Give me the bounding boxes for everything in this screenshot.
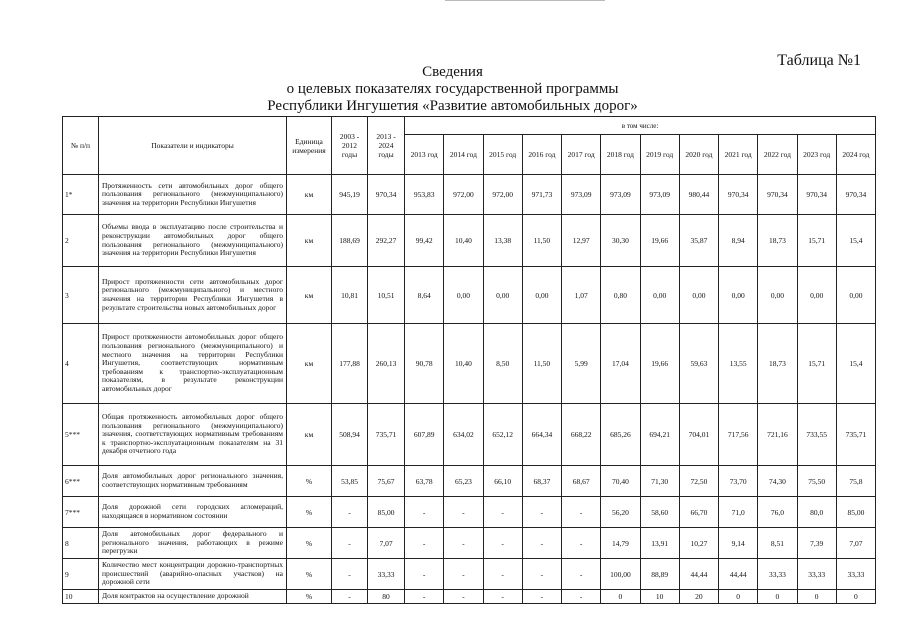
row-year-value: 0,00 <box>640 267 679 324</box>
row-indicator-name: Доля автомобильных дорог федерального и регионального значения, работающих в режиме перегрузки <box>99 528 287 559</box>
row-year-value: 13,91 <box>640 528 679 559</box>
row-year-value: 33,33 <box>836 559 875 590</box>
row-unit: км <box>287 215 332 267</box>
row-year-value: 8,51 <box>758 528 797 559</box>
row-year-value: - <box>522 528 561 559</box>
row-year-value: 99,42 <box>405 215 444 267</box>
row-year-value: 0,00 <box>483 267 522 324</box>
row-year-value: 11,50 <box>522 215 561 267</box>
row-year-value: 0 <box>719 590 758 604</box>
header-unit: Единица измерения <box>287 117 332 175</box>
row-year-value: 72,50 <box>679 466 718 497</box>
row-year-value: - <box>444 590 483 604</box>
row-unit: % <box>287 528 332 559</box>
row-year-value: 685,26 <box>601 404 640 466</box>
row-year-value: 717,56 <box>719 404 758 466</box>
row-year-value: 1,07 <box>562 267 601 324</box>
row-year-value: 735,71 <box>836 404 875 466</box>
row-year-value: 970,34 <box>797 175 836 215</box>
header-year: 2022 год <box>758 135 797 175</box>
header-year: 2019 год <box>640 135 679 175</box>
header-year: 2016 год <box>522 135 561 175</box>
row-year-value: - <box>405 528 444 559</box>
row-year-value: - <box>483 590 522 604</box>
row-number: 7*** <box>63 497 99 528</box>
row-number: 8 <box>63 528 99 559</box>
row-year-value: 15,71 <box>797 215 836 267</box>
row-unit: % <box>287 590 332 604</box>
row-indicator-name: Доля автомобильных дорог регионального значения, соответствующих нормативным требованиям <box>99 466 287 497</box>
header-year: 2013 год <box>405 135 444 175</box>
row-year-value: - <box>483 559 522 590</box>
row-year-value: 971,73 <box>522 175 561 215</box>
row-year-value: 652,12 <box>483 404 522 466</box>
row-year-value: 973,09 <box>601 175 640 215</box>
row-year-value: - <box>405 590 444 604</box>
row-year-value: 8,50 <box>483 324 522 404</box>
row-year-value: 9,14 <box>719 528 758 559</box>
row-year-value: 634,02 <box>444 404 483 466</box>
row-indicator-name: Прирост протяженности сети автомобильных дорог регионального (межмуниципального) и местного значения на территории Республики Ингушетия в результате строительства новых автомобильных дорог <box>99 267 287 324</box>
row-year-value: 10,27 <box>679 528 718 559</box>
header-period-2003-2012: 2003 - 2012 годы <box>332 117 368 175</box>
row-year-value: 59,63 <box>679 324 718 404</box>
row-year-value: 694,21 <box>640 404 679 466</box>
row-year-value: - <box>483 497 522 528</box>
row-year-value: - <box>562 559 601 590</box>
row-year-value: 13,55 <box>719 324 758 404</box>
row-year-value: 44,44 <box>679 559 718 590</box>
row-value-2013-2024: 85,00 <box>368 497 405 528</box>
header-year: 2018 год <box>601 135 640 175</box>
row-year-value: 0,00 <box>797 267 836 324</box>
row-value-2003-2012: 508,94 <box>332 404 368 466</box>
row-year-value: 0,00 <box>836 267 875 324</box>
row-unit: км <box>287 175 332 215</box>
row-year-value: 0 <box>836 590 875 604</box>
row-value-2003-2012: - <box>332 559 368 590</box>
row-year-value: 58,60 <box>640 497 679 528</box>
indicators-table <box>62 116 876 604</box>
row-indicator-name: Протяженность сети автомобильных дорог общего пользования регионального (межмуниципального) значения на территории Республики Ингушетия <box>99 175 287 215</box>
row-year-value: 970,34 <box>836 175 875 215</box>
row-year-value: 12,97 <box>562 215 601 267</box>
row-year-value: 10,40 <box>444 215 483 267</box>
row-year-value: - <box>522 590 561 604</box>
row-year-value: 721,16 <box>758 404 797 466</box>
row-year-value: - <box>562 497 601 528</box>
row-year-value: 73,70 <box>719 466 758 497</box>
row-year-value: 8,94 <box>719 215 758 267</box>
row-indicator-name: Количество мест концентрации дорожно-транспортных происшествий (аварийно-опасных участков) на дорожной сети <box>99 559 287 590</box>
row-year-value: 56,20 <box>601 497 640 528</box>
row-year-value: 80,0 <box>797 497 836 528</box>
row-unit: % <box>287 497 332 528</box>
row-unit: км <box>287 404 332 466</box>
row-year-value: 90,78 <box>405 324 444 404</box>
table-row <box>63 497 876 528</box>
row-year-value: 14,79 <box>601 528 640 559</box>
row-value-2003-2012: - <box>332 497 368 528</box>
row-number: 5*** <box>63 404 99 466</box>
header-year: 2024 год <box>836 135 875 175</box>
table-row <box>63 528 876 559</box>
document-heading <box>0 64 905 115</box>
row-year-value: 980,44 <box>679 175 718 215</box>
row-year-value: - <box>522 497 561 528</box>
row-year-value: 75,8 <box>836 466 875 497</box>
row-year-value: 66,70 <box>679 497 718 528</box>
row-year-value: 0,80 <box>601 267 640 324</box>
row-year-value: 0 <box>601 590 640 604</box>
row-value-2003-2012: 53,85 <box>332 466 368 497</box>
row-number: 4 <box>63 324 99 404</box>
row-number: 1* <box>63 175 99 215</box>
table-row <box>63 324 876 404</box>
row-year-value: 68,67 <box>562 466 601 497</box>
row-value-2013-2024: 80 <box>368 590 405 604</box>
row-value-2013-2024: 260,13 <box>368 324 405 404</box>
heading-line-2: о целевых показателях государственной программы <box>286 81 619 97</box>
row-year-value: 668,22 <box>562 404 601 466</box>
table-number: Таблица №1 <box>777 52 861 69</box>
top-edge-line <box>445 0 605 1</box>
header-period-2013-2024: 2013 - 2024 годы <box>368 117 405 175</box>
row-year-value: - <box>562 590 601 604</box>
row-year-value: 953,83 <box>405 175 444 215</box>
row-year-value: 0,00 <box>444 267 483 324</box>
row-year-value: 18,73 <box>758 324 797 404</box>
row-year-value: 88,89 <box>640 559 679 590</box>
row-value-2003-2012: - <box>332 528 368 559</box>
row-year-value: 704,01 <box>679 404 718 466</box>
row-value-2013-2024: 7,07 <box>368 528 405 559</box>
row-value-2013-2024: 33,33 <box>368 559 405 590</box>
table-row <box>63 175 876 215</box>
row-year-value: 100,00 <box>601 559 640 590</box>
header-name: Показатели и индикаторы <box>99 117 287 175</box>
row-year-value: 5,99 <box>562 324 601 404</box>
row-unit: % <box>287 559 332 590</box>
table-row <box>63 466 876 497</box>
row-year-value: 76,0 <box>758 497 797 528</box>
row-number: 6*** <box>63 466 99 497</box>
row-year-value: 74,30 <box>758 466 797 497</box>
header-year: 2015 год <box>483 135 522 175</box>
row-year-value: - <box>405 497 444 528</box>
row-number: 9 <box>63 559 99 590</box>
row-year-value: 0,00 <box>758 267 797 324</box>
row-year-value: 973,09 <box>640 175 679 215</box>
table-row <box>63 215 876 267</box>
row-indicator-name: Прирост протяженности автомобильных дорог общего пользования регионального (межмуниципального) и местного значения на территории Республики Ингушетия, соответствующих нормативным требованиям к транспортно-эксплуатационным показателям, в результате реконструкции автомобильных дорог <box>99 324 287 404</box>
heading-line-3: Республики Ингушетия «Развитие автомобильных дорог» <box>267 98 638 114</box>
row-year-value: 33,33 <box>797 559 836 590</box>
row-indicator-name: Объемы ввода в эксплуатацию после строительства и реконструкции автомобильных дорог общего пользования регионального (межмуниципального) значения на территории Республики Ингушетия <box>99 215 287 267</box>
row-year-value: 970,34 <box>719 175 758 215</box>
row-year-value: 63,78 <box>405 466 444 497</box>
row-year-value: 20 <box>679 590 718 604</box>
header-including: в том числе: <box>405 117 876 135</box>
row-year-value: 85,00 <box>836 497 875 528</box>
row-year-value: 0,00 <box>679 267 718 324</box>
row-number: 2 <box>63 215 99 267</box>
row-year-value: - <box>483 528 522 559</box>
row-year-value: 11,50 <box>522 324 561 404</box>
row-year-value: - <box>444 497 483 528</box>
row-year-value: 10 <box>640 590 679 604</box>
row-number: 10 <box>63 590 99 604</box>
row-year-value: - <box>405 559 444 590</box>
row-unit: км <box>287 267 332 324</box>
row-number: 3 <box>63 267 99 324</box>
row-year-value: 18,73 <box>758 215 797 267</box>
row-year-value: 10,40 <box>444 324 483 404</box>
row-year-value: 15,4 <box>836 215 875 267</box>
row-year-value: 17,04 <box>601 324 640 404</box>
row-value-2013-2024: 970,34 <box>368 175 405 215</box>
row-year-value: 71,30 <box>640 466 679 497</box>
row-year-value: 33,33 <box>758 559 797 590</box>
row-year-value: 0 <box>758 590 797 604</box>
table-row <box>63 404 876 466</box>
row-value-2013-2024: 292,27 <box>368 215 405 267</box>
row-year-value: 71,0 <box>719 497 758 528</box>
row-year-value: 13,38 <box>483 215 522 267</box>
row-year-value: 7,07 <box>836 528 875 559</box>
row-year-value: 30,30 <box>601 215 640 267</box>
row-year-value: - <box>562 528 601 559</box>
row-unit: км <box>287 324 332 404</box>
row-year-value: - <box>444 559 483 590</box>
row-year-value: 68,37 <box>522 466 561 497</box>
heading-line-1: Сведения <box>422 64 483 80</box>
row-indicator-name: Доля дорожной сети городских агломераций, находящаяся в нормативном состоянии <box>99 497 287 528</box>
row-year-value: 35,87 <box>679 215 718 267</box>
row-year-value: 66,10 <box>483 466 522 497</box>
row-year-value: 8,64 <box>405 267 444 324</box>
row-value-2003-2012: - <box>332 590 368 604</box>
row-indicator-name: Доля контрактов на осуществление дорожной <box>99 590 287 604</box>
row-year-value: 970,34 <box>758 175 797 215</box>
header-year: 2023 год <box>797 135 836 175</box>
row-year-value: 75,50 <box>797 466 836 497</box>
row-value-2003-2012: 945,19 <box>332 175 368 215</box>
row-value-2013-2024: 10,51 <box>368 267 405 324</box>
row-year-value: 15,4 <box>836 324 875 404</box>
header-year: 2020 год <box>679 135 718 175</box>
row-year-value: 7,39 <box>797 528 836 559</box>
header-year: 2014 год <box>444 135 483 175</box>
table-row <box>63 267 876 324</box>
row-year-value: - <box>444 528 483 559</box>
header-year: 2017 год <box>562 135 601 175</box>
header-num: № п/п <box>63 117 99 175</box>
row-year-value: 0,00 <box>719 267 758 324</box>
row-year-value: 733,55 <box>797 404 836 466</box>
row-value-2003-2012: 188,69 <box>332 215 368 267</box>
row-year-value: 972,00 <box>444 175 483 215</box>
row-year-value: 664,34 <box>522 404 561 466</box>
row-value-2013-2024: 75,67 <box>368 466 405 497</box>
row-year-value: 607,89 <box>405 404 444 466</box>
row-unit: % <box>287 466 332 497</box>
row-year-value: 44,44 <box>719 559 758 590</box>
header-year: 2021 год <box>719 135 758 175</box>
row-year-value: 972,00 <box>483 175 522 215</box>
row-value-2003-2012: 177,88 <box>332 324 368 404</box>
row-year-value: 973,09 <box>562 175 601 215</box>
row-value-2013-2024: 735,71 <box>368 404 405 466</box>
row-year-value: 0 <box>797 590 836 604</box>
row-year-value: 0,00 <box>522 267 561 324</box>
table-row <box>63 590 876 604</box>
row-year-value: 70,40 <box>601 466 640 497</box>
row-indicator-name: Общая протяженность автомобильных дорог общего пользования регионального (межмуниципального) значения, соответствующих нормативным требованиям к транспортно-эксплуатационным показателям на 31 декабря отчетного года <box>99 404 287 466</box>
row-year-value: 19,66 <box>640 324 679 404</box>
row-year-value: 15,71 <box>797 324 836 404</box>
row-value-2003-2012: 10,81 <box>332 267 368 324</box>
table-row <box>63 559 876 590</box>
row-year-value: 65,23 <box>444 466 483 497</box>
row-year-value: 19,66 <box>640 215 679 267</box>
row-year-value: - <box>522 559 561 590</box>
